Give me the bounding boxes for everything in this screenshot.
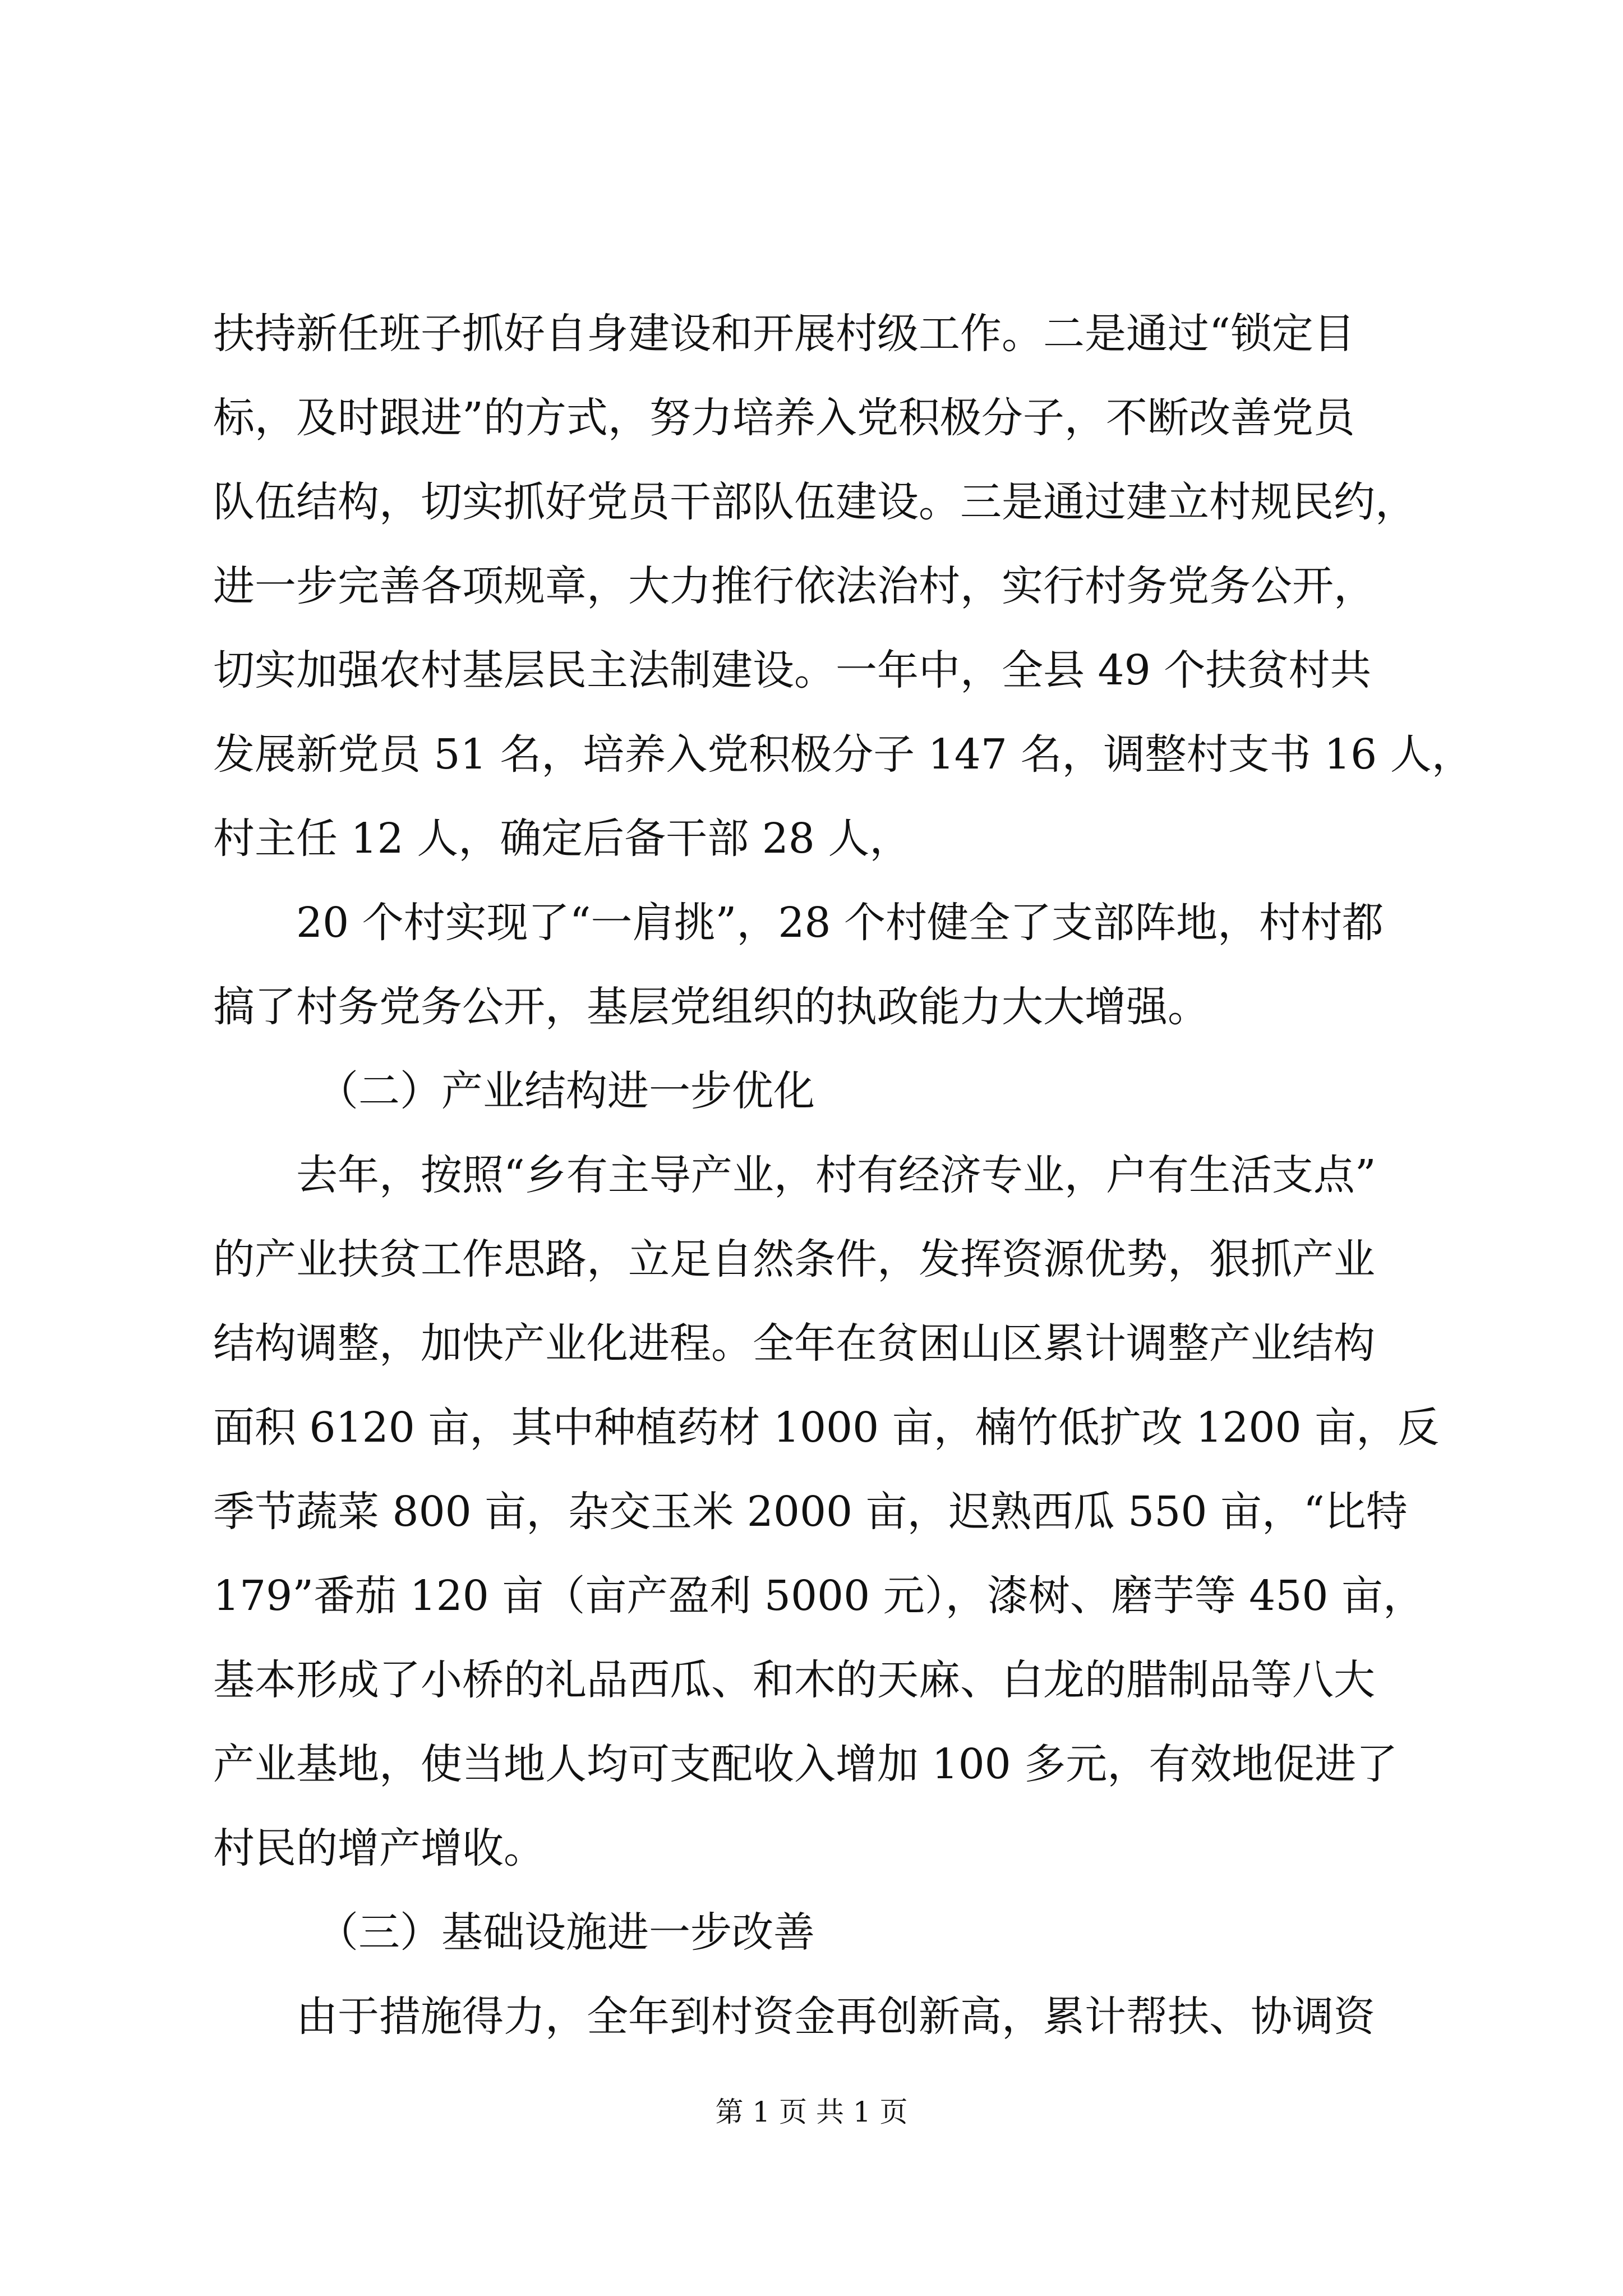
text-line: 扶持新任班子抓好自身建设和开展村级工作。二是通过“锁定目 (213, 310, 1355, 358)
text-line: 由于措施得力，全年到村资金再创新高，累计帮扶、协调资 (296, 1993, 1375, 2041)
text-line: 发展新党员 51 名，培养入党积极分子 147 名，调整村支书 16 人， (213, 730, 1473, 779)
text-line: 季节蔬菜 800 亩，杂交玉米 2000 亩，迟熟西瓜 550 亩，“比特 (213, 1488, 1408, 1536)
text-line: 179”番茄 120 亩（亩产盈利 5000 元），漆树、磨芋等 450 亩， (213, 1572, 1425, 1620)
text-line: 面积 6120 亩，其中种植药材 1000 亩，楠竹低扩改 1200 亩，反 (213, 1404, 1440, 1452)
section-heading (213, 1049, 1436, 1133)
text-line: 村民的增产增收。 (213, 1824, 545, 1872)
text-line: 搞了村务党务公开，基层党组织的执政能力大大增强。 (213, 983, 1209, 1031)
paragraph (213, 1133, 1440, 1890)
text-line: 进一步完善各项规章，大力推行依法治村，实行村务党务公开， (213, 562, 1375, 610)
text-line: 村主任 12 人，确定后备干部 28 人， (213, 815, 911, 863)
text-line: 基本形成了小桥的礼品西瓜、和木的天麻、白龙的腊制品等八大 (213, 1656, 1375, 1704)
paragraph (213, 292, 1473, 881)
text-line: 队伍结构，切实抓好党员干部队伍建设。三是通过建立村规民约， (213, 478, 1417, 526)
paragraph (213, 1975, 1436, 2059)
section-heading (213, 1890, 1436, 1975)
page-number: 第 1 页 共 1 页 (715, 2096, 908, 2128)
text-line: 去年，按照“乡有主导产业，村有经济专业，户有生活支点” (296, 1151, 1376, 1199)
text-line: 20 个村实现了“一肩挑”，28 个村健全了支部阵地，村村都 (296, 899, 1384, 947)
paragraph (213, 881, 1436, 1049)
text-line: 产业基地，使当地人均可支配收入增加 100 多元，有效地促进了 (213, 1740, 1398, 1788)
page-footer (0, 2090, 1623, 2130)
text-line: 标，及时跟进”的方式，努力培养入党积极分子，不断改善党员 (213, 394, 1355, 442)
section-heading-text: （三）基础设施进一步改善 (317, 1908, 815, 1957)
text-line: 结构调整，加快产业化进程。全年在贫困山区累计调整产业结构 (213, 1319, 1375, 1368)
section-heading-text: （二）产业结构进一步优化 (317, 1067, 815, 1115)
document-body (213, 292, 1473, 2059)
text-line: 切实加强农村基层民主法制建设。一年中，全县 49 个扶贫村共 (213, 646, 1372, 694)
text-line: 的产业扶贫工作思路，立足自然条件，发挥资源优势，狠抓产业 (213, 1235, 1375, 1283)
